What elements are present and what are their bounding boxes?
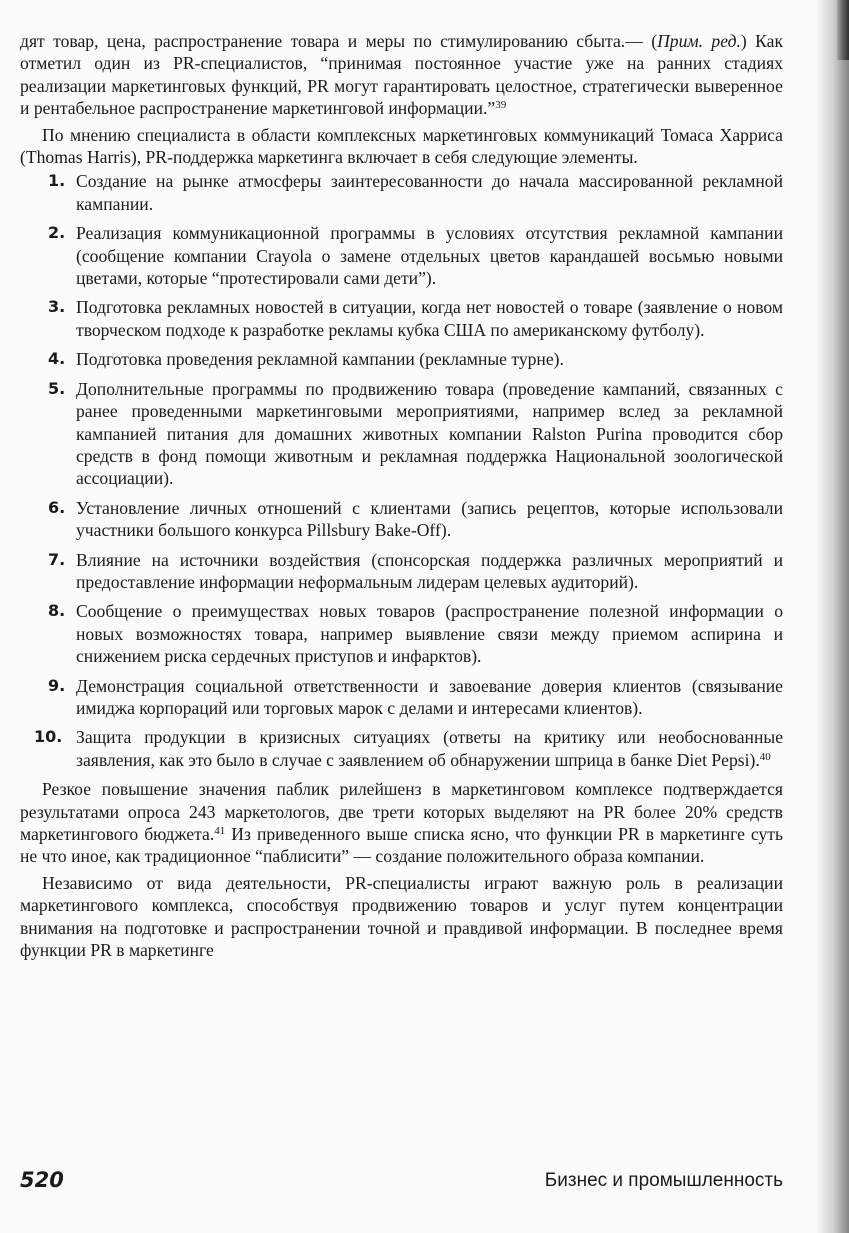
footnote-ref-41: 41 — [214, 825, 226, 837]
list-item: 8. Сообщение о преимуществах новых товаров (распространение полезной информации о новых возможностях товара, например выявление связи между приемом аспирина и снижением риска сердечных приступов и инфарктов). — [48, 601, 783, 667]
footnote-ref-40: 40 — [759, 750, 771, 763]
list-number: 5. — [48, 378, 66, 398]
list-item: 6. Установление личных отношений с клиентами (запись рецептов, которые использовали участники большого конкурса Pillsbury Bake-Off). — [48, 497, 783, 541]
list-number: 1. — [48, 171, 66, 191]
list-number: 2. — [48, 223, 66, 243]
footnote-ref-39: 39 — [495, 99, 507, 112]
list-number: 3. — [48, 297, 66, 317]
page-edge-corner — [837, 0, 849, 60]
list-item: 7. Влияние на источники воздействия (спонсорская поддержка различных мероприятий и предоставление информации неформальным лидерам целевых аудиторий). — [48, 549, 783, 592]
section-title: Бизнес и промышленность — [544, 1170, 783, 1191]
list-item: 5. Дополнительные программы по продвижению товара (проведение кампаний, связанных с ранее проведенными маркетинговыми мероприятиями, например вслед за рекламной кампанией питания для домашних животных компании Ralston Purina проводится сбор средств в фонд помощи животным и рекламная поддержка Национальной зоологической ассоциации). — [48, 378, 783, 489]
page-footer — [20, 1168, 783, 1198]
page-number: 520 — [20, 1168, 64, 1192]
paragraph-harris: По мнению специалиста в области комплексных маркетинговых коммуникаций Томаса Харриса (Thomas Harris), PR-поддержка маркетинга включает в себя следующие элементы. — [20, 124, 783, 168]
list-number: 4. — [48, 349, 66, 369]
list-number: 6. — [48, 497, 66, 517]
list-number: 8. — [48, 601, 66, 621]
list-item: 1. Создание на рынке атмосферы заинтересованности до начала массированной рекламной кампании. — [48, 171, 783, 214]
list-item: 3. Подготовка рекламных новостей в ситуации, когда нет новостей о товаре (заявление о новом творческом подходе к разработке рекламы кубка США по американскому футболу). — [48, 297, 783, 340]
list-number: 10. — [34, 727, 63, 747]
editor-note: Прим. ред. — [657, 31, 741, 51]
list-item: 10. Защита продукции в кризисных ситуациях (ответы на критику или необоснованные заявления, как это было в случае с заявлением об обнаружении шприца в банке Diet Pepsi).$^{40}$ — [34, 727, 783, 770]
list-item: 9. Демонстрация социальной ответственности и завоевание доверия клиентов (связывание имиджа корпораций или торговых марок с делами и интересами клиентов). — [48, 675, 783, 718]
list-item: 4. Подготовка проведения рекламной кампании (рекламные турне). — [48, 349, 564, 370]
paragraph-pr-role: Независимо от вида деятельности, PR-специалисты играют важную роль в реализации маркетингового комплекса, способствуя продвижению товаров и услуг путем концентрации внимания на подготовке и распространении точной и правдивой информации. В последнее время функции PR в маркетинге — [20, 872, 783, 961]
pr-support-list — [20, 170, 783, 771]
list-number: 7. — [48, 549, 66, 569]
paragraph-survey: Резкое повышение значения паблик рилейшенз в маркетинговом комплексе подтверждается результатами опроса 243 маркетологов, две трети которых выделяют на PR более 20% средств маркетингового бюджета.$^{41}$ Из приведенного выше списка ясно, что функции PR в маркетинге суть не что иное, как традиционное “паблисити” — создание положительного образа компании. — [20, 779, 784, 867]
list-item: 2. Реализация коммуникационной программы в условиях отсутствия рекламной кампании (сообщение компании Crayola о замене отдельных цветов карандашей восьмью новыми цветами, которые “протестировали сами дети”). — [48, 223, 783, 289]
list-number: 9. — [48, 675, 66, 695]
page-edge-shadow — [815, 0, 849, 1233]
main-text — [20, 30, 783, 961]
paragraph-continuation: дят товар, цена, распространение товара и меры по стимулированию сбыта.— (Прим. ред.) Как отметил один из PR-специалистов, “принимая постоянное участие уже на ранних стадиях реализации маркетинговых функций, PR могут гарантировать целостное, стратегически выверенное и рентабельное распространение маркетинговой информации.”$^{39}$ — [20, 31, 784, 119]
